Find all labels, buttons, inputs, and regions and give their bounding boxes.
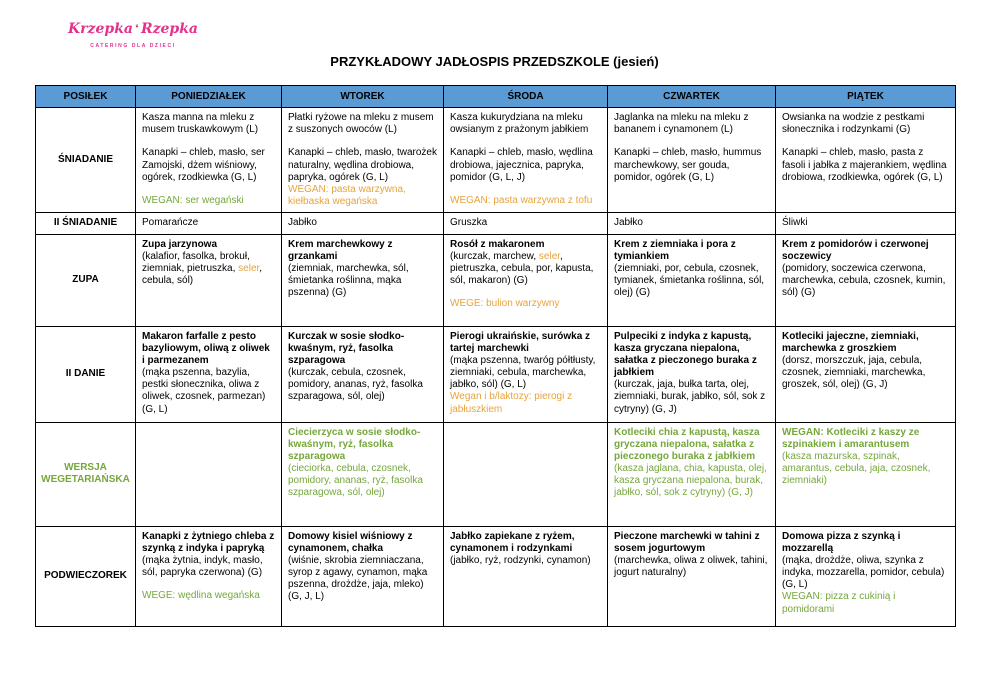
menu-text: Kasza kukurydziana na mleku owsianym z prażonym jabłkiem xyxy=(450,112,589,136)
menu-text: , pietruszka, cebula, por, kapusta, sól, makaron) (G) xyxy=(450,250,594,287)
menu-text: Kanapki – chleb, masło, ser Zamojski, dżem wiśniowy, ogórek, rzodkiewka (G, L) xyxy=(142,147,265,183)
menu-text: (marchewka, oliwa z oliwek, tahini, jogurt naturalny) xyxy=(614,554,768,579)
menu-cell xyxy=(136,234,282,326)
menu-cell xyxy=(444,213,608,234)
row-label: PODWIECZOREK xyxy=(36,526,136,626)
menu-cell xyxy=(282,526,444,626)
menu-text: (kurczak, jaja, bułka tarta, olej, ziemniaki, burak, jabłko, sól, sok z cytryny) (G, J) xyxy=(614,379,766,415)
menu-text: (kurczak, marchew, xyxy=(450,250,539,262)
menu-text: (mąka pszenna, twaróg półtłusty, ziemniaki, cebula, marchewka, jabłko, sól) (G, L) xyxy=(450,354,596,391)
menu-text: Kanapki – chleb, masło, twarożek naturalny, wędlina drobiowa, papryka, ogórek (G, L) xyxy=(288,147,437,183)
header-cell-meal: POSIŁEK xyxy=(36,86,136,108)
menu-text: (kalafior, fasolka, brokuł, ziemniak, pietruszka, xyxy=(142,250,250,274)
menu-text: WEGAN: ser wegański xyxy=(142,194,244,206)
menu-text: WEGAN: Kotleciki z kaszy ze szpinakiem i amarantusem xyxy=(782,426,920,450)
menu-cell xyxy=(444,234,608,326)
menu-row xyxy=(36,526,956,626)
menu-text: Domowy kisiel wiśniowy z cynamonem, chałka xyxy=(288,530,413,554)
menu-cell xyxy=(608,326,776,422)
menu-text: (ziemniak, marchewka, sól, śmietanka roślinna, mąka pszenna) (G) xyxy=(288,262,409,299)
brand-wordmark xyxy=(68,10,198,42)
menu-text: Makaron farfalle z pesto bazyliowym, oliwą z oliwek i parmezanem xyxy=(142,330,270,366)
menu-text: Kotleciki chia z kapustą, kasza gryczana niepalona, sałatka z pieczonego buraka z jabłkiem xyxy=(614,426,760,462)
menu-cell xyxy=(136,326,282,422)
menu-text: Ciecierzyca w sosie słodko-kwaśnym, ryż, fasolka szparagowa xyxy=(288,426,421,462)
menu-text: Płatki ryżowe na mleku z musem z suszonych owoców (L) xyxy=(288,112,434,136)
menu-text: Jabłko xyxy=(288,217,317,229)
menu-table xyxy=(35,85,956,627)
menu-text: Jabłko xyxy=(614,217,643,229)
menu-cell xyxy=(776,108,956,213)
menu-text: Pierogi ukraińskie, surówka z tartej marchewki xyxy=(450,330,591,354)
header-cell-day: PONIEDZIAŁEK xyxy=(136,86,282,108)
menu-text: Pulpeciki z indyka z kapustą, kasza gryczana niepalona, sałatka z pieczonego buraka z jabłkiem xyxy=(614,330,757,379)
menu-row xyxy=(36,326,956,422)
menu-text: (jabłko, ryż, rodzynki, cynamon) xyxy=(450,554,591,566)
menu-text: (kurczak, cebula, czosnek, pomidory, ananas, ryż, fasolka szparagowa, sól, olej) xyxy=(288,367,423,403)
menu-text: Kasza manna na mleku z musem truskawkowym (L) xyxy=(142,112,259,136)
menu-cell xyxy=(444,422,608,526)
menu-text: Rosół z makaronem xyxy=(450,238,545,250)
menu-text: WEGE: wędlina wegańska xyxy=(142,590,260,602)
menu-text: (pomidory, soczewica czerwona, marchewka, cebula, czosnek, kumin, sól) (G) xyxy=(782,262,946,299)
menu-text: Kanapki z żytniego chleba z szynką z indyka i papryką xyxy=(142,530,275,554)
menu-cell xyxy=(776,234,956,326)
row-label: ZUPA xyxy=(36,234,136,326)
header-row xyxy=(36,86,956,108)
menu-text: Krem z ziemniaka i pora z tymiankiem xyxy=(614,238,736,262)
menu-text: (mąka żytnia, indyk, masło, sól, papryka czerwona) (G) xyxy=(142,554,263,579)
menu-text: WEGAN: pasta warzywna, kiełbaska wegańska xyxy=(288,183,406,208)
menu-cell xyxy=(776,422,956,526)
brand-word-right: Rzepka xyxy=(140,21,198,37)
row-label: II ŚNIADANIE xyxy=(36,213,136,234)
menu-cell xyxy=(136,422,282,526)
menu-cell xyxy=(444,108,608,213)
menu-text: WEGE: bulion warzywny xyxy=(450,298,560,310)
menu-body xyxy=(36,108,956,627)
menu-text: (mąka pszenna, bazylia, pestki słonecznika, oliwa z oliwek, czosnek, parmezan) (G, L) xyxy=(142,367,266,415)
menu-text: Kanapki – chleb, masło, pasta z fasoli i jabłka z majerankiem, wędlina drobiowa, rzodkiewka, ogórek (G, L) xyxy=(782,147,947,183)
header-cell-day: ŚRODA xyxy=(444,86,608,108)
menu-row xyxy=(36,422,956,526)
menu-cell xyxy=(776,213,956,234)
menu-cell xyxy=(282,234,444,326)
menu-text: (ziemniaki, por, cebula, czosnek, tymianek, śmietanka roślinna, sól, olej) (G) xyxy=(614,262,765,299)
menu-text: Domowa pizza z szynką i mozzarellą xyxy=(782,530,901,554)
menu-text: Pieczone marchewki w tahini z sosem jogurtowym xyxy=(614,530,760,554)
menu-cell xyxy=(776,526,956,626)
menu-cell xyxy=(776,326,956,422)
menu-row xyxy=(36,213,956,234)
menu-text: (kasza mazurska, szpinak, amarantus, cebula, jaja, czosnek, ziemniaki) xyxy=(782,450,931,487)
radish-icon xyxy=(135,10,139,42)
menu-cell xyxy=(282,422,444,526)
menu-text: Krem z pomidorów i czerwonej soczewicy xyxy=(782,238,929,262)
menu-text: Zupa jarzynowa xyxy=(142,238,218,250)
row-label: ŚNIADANIE xyxy=(36,108,136,213)
menu-text: (mąka, drożdże, oliwa, szynka z indyka, mozzarella, pomidor, cebula) (G, L) xyxy=(782,554,945,591)
menu-text: Kanapki – chleb, masło, hummus marchewkowy, ser gouda, pomidor, ogórek (G, L) xyxy=(614,147,762,183)
brand-word-left: Krzepka xyxy=(68,21,133,37)
menu-row xyxy=(36,108,956,213)
menu-text: seler xyxy=(238,262,260,274)
menu-text: (dorsz, morszczuk, jaja, cebula, czosnek, ziemniaki, marchewka, groszek, sól, olej) (G, J) xyxy=(782,354,926,391)
menu-cell xyxy=(608,526,776,626)
menu-cell xyxy=(608,213,776,234)
menu-text: Śliwki xyxy=(782,217,808,229)
menu-row xyxy=(36,234,956,326)
menu-text: Kanapki – chleb, masło, wędlina drobiowa, jajecznica, papryka, pomidor (G, L, J) xyxy=(450,147,593,183)
page-title: PRZYKŁADOWY JADŁOSPIS PRZEDSZKOLE (jesień) xyxy=(330,54,659,69)
brand-logo xyxy=(68,10,198,49)
menu-cell xyxy=(282,213,444,234)
menu-text: Krem marchewkowy z grzankami xyxy=(288,238,393,262)
menu-text: Kurczak w sosie słodko-kwaśnym, ryż, fasolka szparagowa xyxy=(288,330,405,366)
menu-cell xyxy=(444,326,608,422)
row-label: WERSJA WEGETARIAŃSKA xyxy=(36,422,136,526)
header-cell-day: PIĄTEK xyxy=(776,86,956,108)
menu-text: , cebula, sól) xyxy=(142,262,263,287)
menu-text: Owsianka na wodzie z pestkami słonecznika i rodzynkami (G) xyxy=(782,112,925,136)
menu-cell xyxy=(282,326,444,422)
menu-cell xyxy=(136,526,282,626)
menu-cell xyxy=(608,234,776,326)
menu-text: WEGAN: pasta warzywna z tofu xyxy=(450,194,593,206)
menu-cell xyxy=(608,422,776,526)
menu-cell xyxy=(136,213,282,234)
header-cell-day: WTOREK xyxy=(282,86,444,108)
menu-text: (cieciorka, cebula, czosnek, pomidory, ananas, ryż, fasolka szparagowa, sól, olej) xyxy=(288,463,423,499)
menu-cell xyxy=(282,108,444,213)
menu-text: Pomarańcze xyxy=(142,217,199,229)
menu-text: seler xyxy=(538,250,561,262)
header-cell-day: CZWARTEK xyxy=(608,86,776,108)
row-label: II DANIE xyxy=(36,326,136,422)
menu-text: Jabłko zapiekane z ryżem, cynamonem i rodzynkami xyxy=(450,530,575,554)
menu-text: (kasza jaglana, chia, kapusta, olej, kasza gryczana niepalona, burak, jabłko, sól, sok z cytryny) (G, J) xyxy=(614,463,767,499)
menu-cell xyxy=(444,526,608,626)
menu-text: (wiśnie, skrobia ziemniaczana, syrop z agawy, cynamon, mąka pszenna, drożdże, jaja, mleko) (G, J, L) xyxy=(288,554,428,603)
menu-cell xyxy=(608,108,776,213)
menu-text: Gruszka xyxy=(450,217,488,229)
brand-tagline: CATERING DLA DZIECI xyxy=(90,43,176,49)
menu-cell xyxy=(136,108,282,213)
menu-text: Wegan i b/laktozy: pierogi z jabłuszkiem xyxy=(450,391,573,415)
menu-text: WEGAN: pizza z cukinią i pomidorami xyxy=(782,591,896,615)
menu-text: Jaglanka na mleku na mleku z bananem i cynamonem (L) xyxy=(614,112,749,136)
menu-text: Kotleciki jajeczne, ziemniaki, marchewka z groszkiem xyxy=(782,330,919,354)
